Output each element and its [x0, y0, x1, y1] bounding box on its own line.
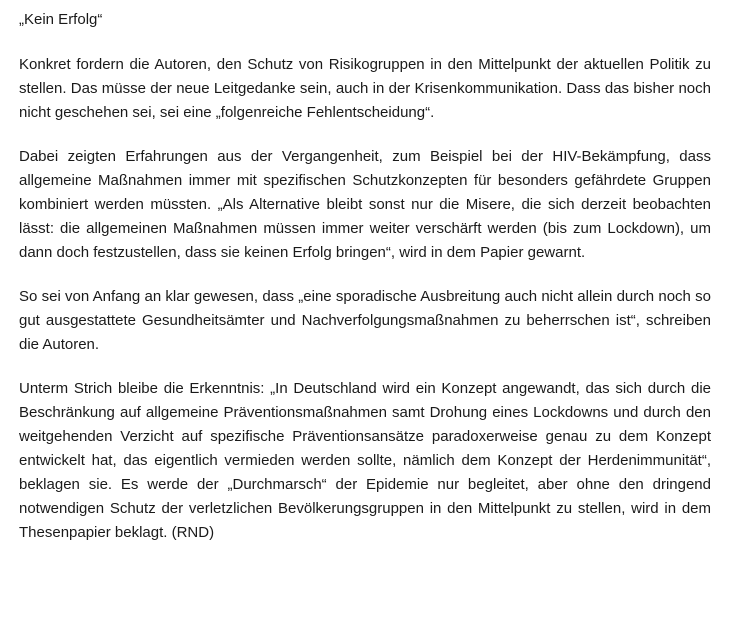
- article-body: [19, 8, 711, 545]
- paragraph-4: Unterm Strich bleibe die Erkenntnis: „In Deutschland wird ein Konzept angewandt, das sich durch die Beschränkung auf allgemeine Präventionsmaßnahmen samt Drohung eines Lockdowns und durch den weitgehenden Verzicht auf spezifische Präventionsansätze paradoxerweise genau zu dem Konzept entwickelt hat, das eigentlich vermieden werden sollte, nämlich dem Konzept der Herdenimmunität“, beklagen sie. Es werde der „Durchmarsch“ der Epidemie nur begleitet, aber ohne den dringend notwendigen Schutz der verletzlichen Bevölkerungsgruppen in den Mittelpunkt zu stellen, wird in dem Thesenpapier beklagt. (RND): [19, 380, 711, 541]
- paragraph-1: Konkret fordern die Autoren, den Schutz von Risikogruppen in den Mittelpunkt der aktuellen Politik zu stellen. Das müsse der neue Leitgedanke sein, auch in der Krisenkommunikation. Dass das bisher noch nicht geschehen sei, sei eine „folgenreiche Fehlentscheidung“.: [19, 56, 711, 121]
- section-heading: „Kein Erfolg“: [19, 11, 103, 28]
- paragraph-2: Dabei zeigten Erfahrungen aus der Vergangenheit, zum Beispiel bei der HIV-Bekämpfung, dass allgemeine Maßnahmen immer mit spezifischen Schutzkonzepten für besonders gefährdete Gruppen kombiniert werden müssten. „Als Alternative bleibt sonst nur die Misere, die sich derzeit beobachten lässt: die allgemeinen Maßnahmen müssen immer weiter verschärft werden (bis zum Lockdown), um dann doch festzustellen, dass sie keinen Erfolg bringen“, wird in dem Papier gewarnt.: [19, 148, 711, 261]
- paragraph-3: So sei von Anfang an klar gewesen, dass „eine sporadische Ausbreitung auch nicht allein durch noch so gut ausgestattete Gesundheitsämter und Nachverfolgungsmaßnahmen zu beherrschen ist“, schreiben die Autoren.: [19, 288, 711, 353]
